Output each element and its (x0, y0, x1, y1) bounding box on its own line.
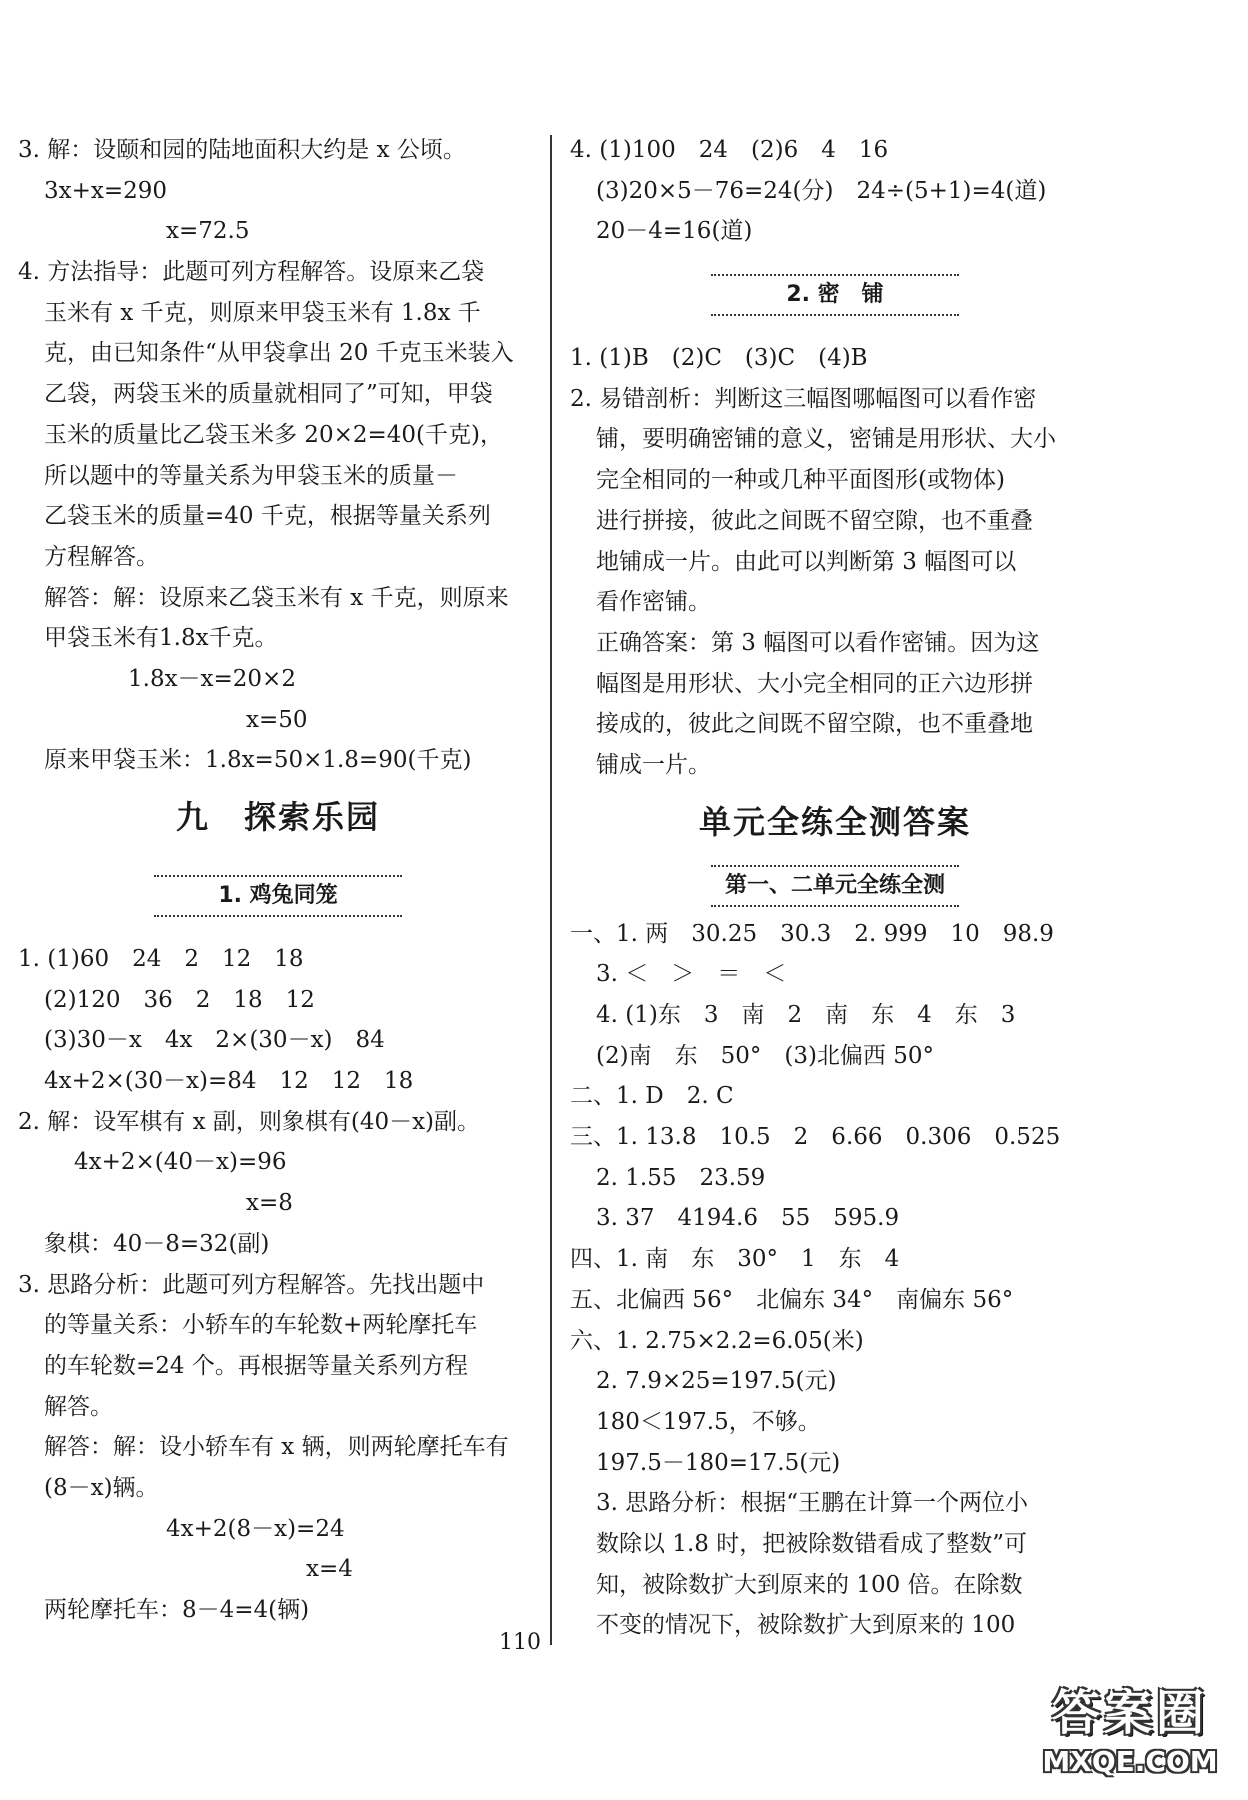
text-line: 原来甲袋玉米：1.8x=50×1.8=90(千克) (44, 747, 472, 774)
text-line: 接成的，彼此之间既不留空隙，也不重叠地 (596, 711, 1033, 738)
text-line: 3. 思路分析：此题可列方程解答。先找出题中 (18, 1271, 485, 1298)
text-line: 解答。 (44, 1393, 113, 1420)
text-line: 两轮摩托车：8－4=4(辆) (44, 1597, 310, 1623)
text-line: 2. 易错剖析：判断这三幅图哪幅图可以看作密 (570, 385, 1037, 412)
text-line: (3)30－x 4x 2×(30－x) 84 (44, 1027, 385, 1054)
text-line: 1. (1)B (2)C (3)C (4)B (570, 345, 868, 372)
subsection-heading (570, 858, 1100, 914)
right-block-c (570, 914, 1100, 1646)
text-line: (8－x)辆。 (44, 1474, 159, 1501)
equation-line: 1.8x－x=20×2 (128, 665, 296, 692)
text-line: 看作密铺。 (596, 589, 711, 616)
subsection-title: 1. 鸡兔同笼 (154, 875, 402, 917)
text-line: 3. 解：设颐和园的陆地面积大约是 x 公顷。 (18, 137, 466, 163)
text-line: 正确答案：第 3 幅图可以看作密铺。因为这 (596, 629, 1040, 656)
text-line: (2)120 36 2 18 12 (44, 986, 315, 1013)
subsection-title: 第一、二单元全练全测 (711, 865, 959, 907)
text-line: 甲袋玉米有1.8x千克。 (44, 625, 278, 652)
text-line: 克，由已知条件“从甲袋拿出 20 千克玉米装入 (44, 340, 514, 367)
text-line: 的车轮数=24 个。再根据等量关系列方程 (44, 1352, 468, 1379)
text-line: 乙袋玉米的质量=40 千克，根据等量关系列 (44, 503, 491, 530)
text-line: 197.5－180=17.5(元) (596, 1449, 841, 1476)
text-line: 2. 7.9×25=197.5(元) (596, 1368, 837, 1395)
text-line: 3. 37 4194.6 55 595.9 (596, 1205, 900, 1232)
equation-line: x=4 (306, 1556, 353, 1583)
text-line: 六、1. 2.75×2.2=6.05(米) (570, 1327, 864, 1354)
text-line: 玉米有 x 千克，则原来甲袋玉米有 1.8x 千 (44, 299, 481, 326)
text-line: 幅图是用形状、大小完全相同的正六边形拼 (596, 670, 1033, 697)
subsection-heading (18, 853, 538, 939)
text-line: 1. (1)60 24 2 12 18 (18, 946, 304, 972)
left-block-b (18, 939, 538, 1631)
watermark-url: MXQE.COM (1042, 1745, 1218, 1778)
text-line: 铺，要明确密铺的意义，密铺是用形状、大小 (596, 426, 1056, 453)
subsection-heading (570, 252, 1100, 338)
text-line: 四、1. 南 东 30° 1 东 4 (570, 1246, 900, 1273)
watermark-logo (1030, 1682, 1230, 1790)
section-title: 九 探索乐园 (175, 798, 380, 836)
text-line: 3. ＜ ＞ ＝ ＜ (596, 961, 787, 988)
right-column (570, 130, 1100, 1646)
text-line: 4x+2×(30－x)=84 12 12 18 (44, 1068, 414, 1095)
text-line: 乙袋，两袋玉米的质量就相同了”可知，甲袋 (44, 381, 493, 408)
equation-line: x=72.5 (166, 218, 250, 245)
text-line: 20－4=16(道) (596, 218, 753, 245)
equation-line: x=8 (246, 1190, 293, 1217)
text-line: 三、1. 13.8 10.5 2 6.66 0.306 0.525 (570, 1124, 1061, 1151)
right-block-b (570, 338, 1100, 786)
text-line: 的等量关系：小轿车的车轮数+两轮摩托车 (44, 1312, 478, 1339)
text-line: 完全相同的一种或几种平面图形(或物体) (596, 467, 1005, 494)
text-line: 数除以 1.8 时，把被除数错看成了整数”可 (596, 1530, 1027, 1557)
left-column (18, 130, 538, 1631)
page-number: 110 (499, 1630, 541, 1655)
text-line: 方程解答。 (44, 543, 159, 570)
left-block-a (18, 130, 538, 781)
text-line: 一、1. 两 30.25 30.3 2. 999 10 98.9 (570, 920, 1054, 947)
text-line: 所以题中的等量关系为甲袋玉米的质量－ (44, 462, 458, 489)
text-line: 知，被除数扩大到原来的 100 倍。在除数 (596, 1571, 1023, 1598)
text-line: 象棋：40－8=32(副) (44, 1230, 270, 1257)
text-line: 玉米的质量比乙袋玉米多 20×2=40(千克)， (44, 421, 503, 448)
equation-line: 4x+2(8－x)=24 (166, 1515, 345, 1542)
text-line: 解答：解：设原来乙袋玉米有 x 千克，则原来 (44, 584, 509, 611)
equation-line: 4x+2×(40－x)=96 (74, 1149, 287, 1176)
text-line: 4. (1)100 24 (2)6 4 16 (570, 137, 889, 163)
section-title: 单元全练全测答案 (698, 802, 971, 841)
right-block-a (570, 130, 1100, 252)
text-line: 3. 思路分析：根据“王鹏在计算一个两位小 (596, 1490, 1029, 1517)
text-line: 解答：解：设小轿车有 x 辆，则两轮摩托车有 (44, 1434, 509, 1461)
text-line: 铺成一片。 (596, 751, 711, 778)
text-line: 五、北偏西 56° 北偏东 34° 南偏东 56° (570, 1286, 1014, 1313)
column-divider (550, 135, 552, 1645)
text-line: 进行拼接，彼此之间既不留空隙，也不重叠 (596, 507, 1033, 534)
text-line: (2)南 东 50° (3)北偏西 50° (596, 1042, 935, 1069)
subsection-title: 2. 密 铺 (711, 274, 959, 316)
text-line: 不变的情况下，被除数扩大到原来的 100 (596, 1612, 1016, 1639)
text-line: 2. 解：设军棋有 x 副，则象棋有(40－x)副。 (18, 1108, 481, 1135)
text-line: 180＜197.5，不够。 (596, 1408, 821, 1435)
text-line: 4. 方法指导：此题可列方程解答。设原来乙袋 (18, 259, 485, 286)
text-line: 2. 1.55 23.59 (596, 1164, 766, 1191)
equation-line: x=50 (246, 706, 308, 733)
text-line: (3)20×5－76=24(分) 24÷(5+1)=4(道) (596, 177, 1047, 204)
equation-line: 3x+x=290 (44, 177, 168, 204)
text-line: 二、1. D 2. C (570, 1083, 734, 1110)
text-line: 4. (1)东 3 南 2 南 东 4 东 3 (596, 1002, 1016, 1028)
watermark-logo-text: 答案圈 (1051, 1685, 1208, 1741)
text-line: 地铺成一片。由此可以判断第 3 幅图可以 (596, 548, 1017, 575)
